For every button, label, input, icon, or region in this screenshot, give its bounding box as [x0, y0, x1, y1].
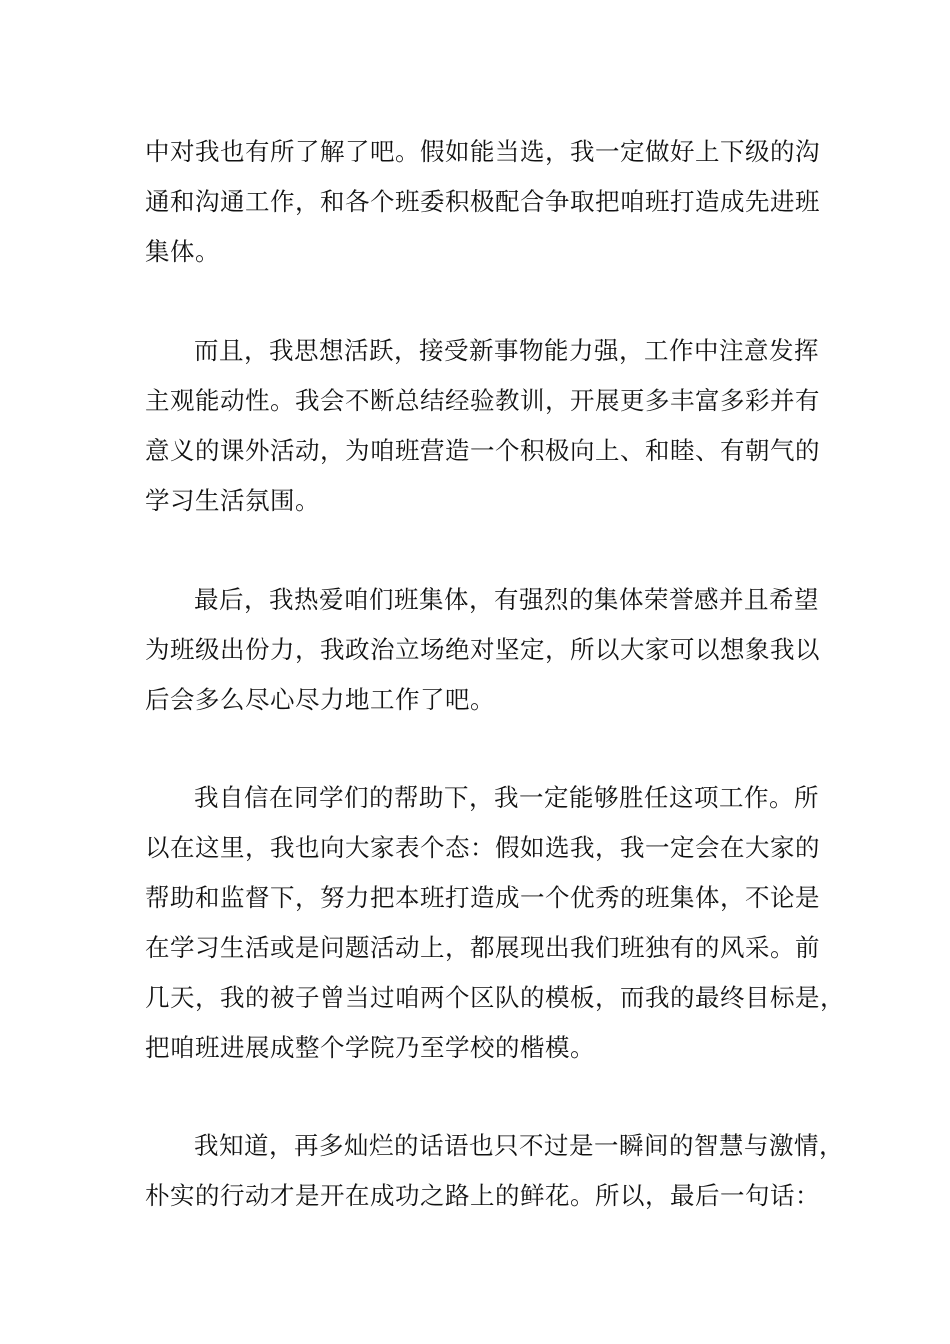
paragraph-line: 中对我也有所了解了吧。假如能当选，我一定做好上下级的沟: [145, 137, 820, 166]
paragraph-line: 集体。: [145, 237, 220, 266]
paragraph-line: 我知道，再多灿烂的话语也只不过是一瞬间的智慧与激情，: [194, 1131, 844, 1160]
paragraph-line: 意义的课外活动，为咱班营造一个积极向上、和睦、有朝气的: [145, 436, 820, 465]
paragraph-line: 把咱班进展成整个学院乃至学校的楷模。: [145, 1033, 595, 1062]
paragraph-2: [145, 326, 845, 526]
paragraph-line: 而且，我思想活跃，接受新事物能力强，工作中注意发挥: [194, 336, 819, 365]
paragraph-line: 我自信在同学们的帮助下，我一定能够胜任这项工作。所: [194, 783, 819, 812]
paragraph-line: 学习生活氛围。: [145, 486, 320, 515]
paragraph-line: 几天，我的被子曾当过咱两个区队的模板，而我的最终目标是，: [145, 983, 845, 1012]
paragraph-1: [145, 127, 845, 277]
paragraph-4: [145, 773, 845, 1073]
paragraph-line: 主观能动性。我会不断总结经验教训，开展更多丰富多彩并有: [145, 386, 820, 415]
paragraph-line: 为班级出份力，我政治立场绝对坚定，所以大家可以想象我以: [145, 635, 820, 664]
paragraph-line: 最后，我热爱咱们班集体，有强烈的集体荣誉感并且希望: [194, 585, 819, 614]
paragraph-3: [145, 575, 845, 725]
paragraph-line: 朴实的行动才是开在成功之路上的鲜花。所以，最后一句话：: [145, 1181, 820, 1210]
paragraph-line: 通和沟通工作，和各个班委积极配合争取把咱班打造成先进班: [145, 187, 820, 216]
paragraph-line: 在学习生活或是问题活动上，都展现出我们班独有的风采。前: [145, 933, 820, 962]
paragraph-line: 后会多么尽心尽力地工作了吧。: [145, 685, 495, 714]
paragraph-5: [145, 1121, 845, 1221]
paragraph-line: 以在这里，我也向大家表个态：假如选我，我一定会在大家的: [145, 833, 820, 862]
paragraph-line: 帮助和监督下，努力把本班打造成一个优秀的班集体，不论是: [145, 883, 820, 912]
